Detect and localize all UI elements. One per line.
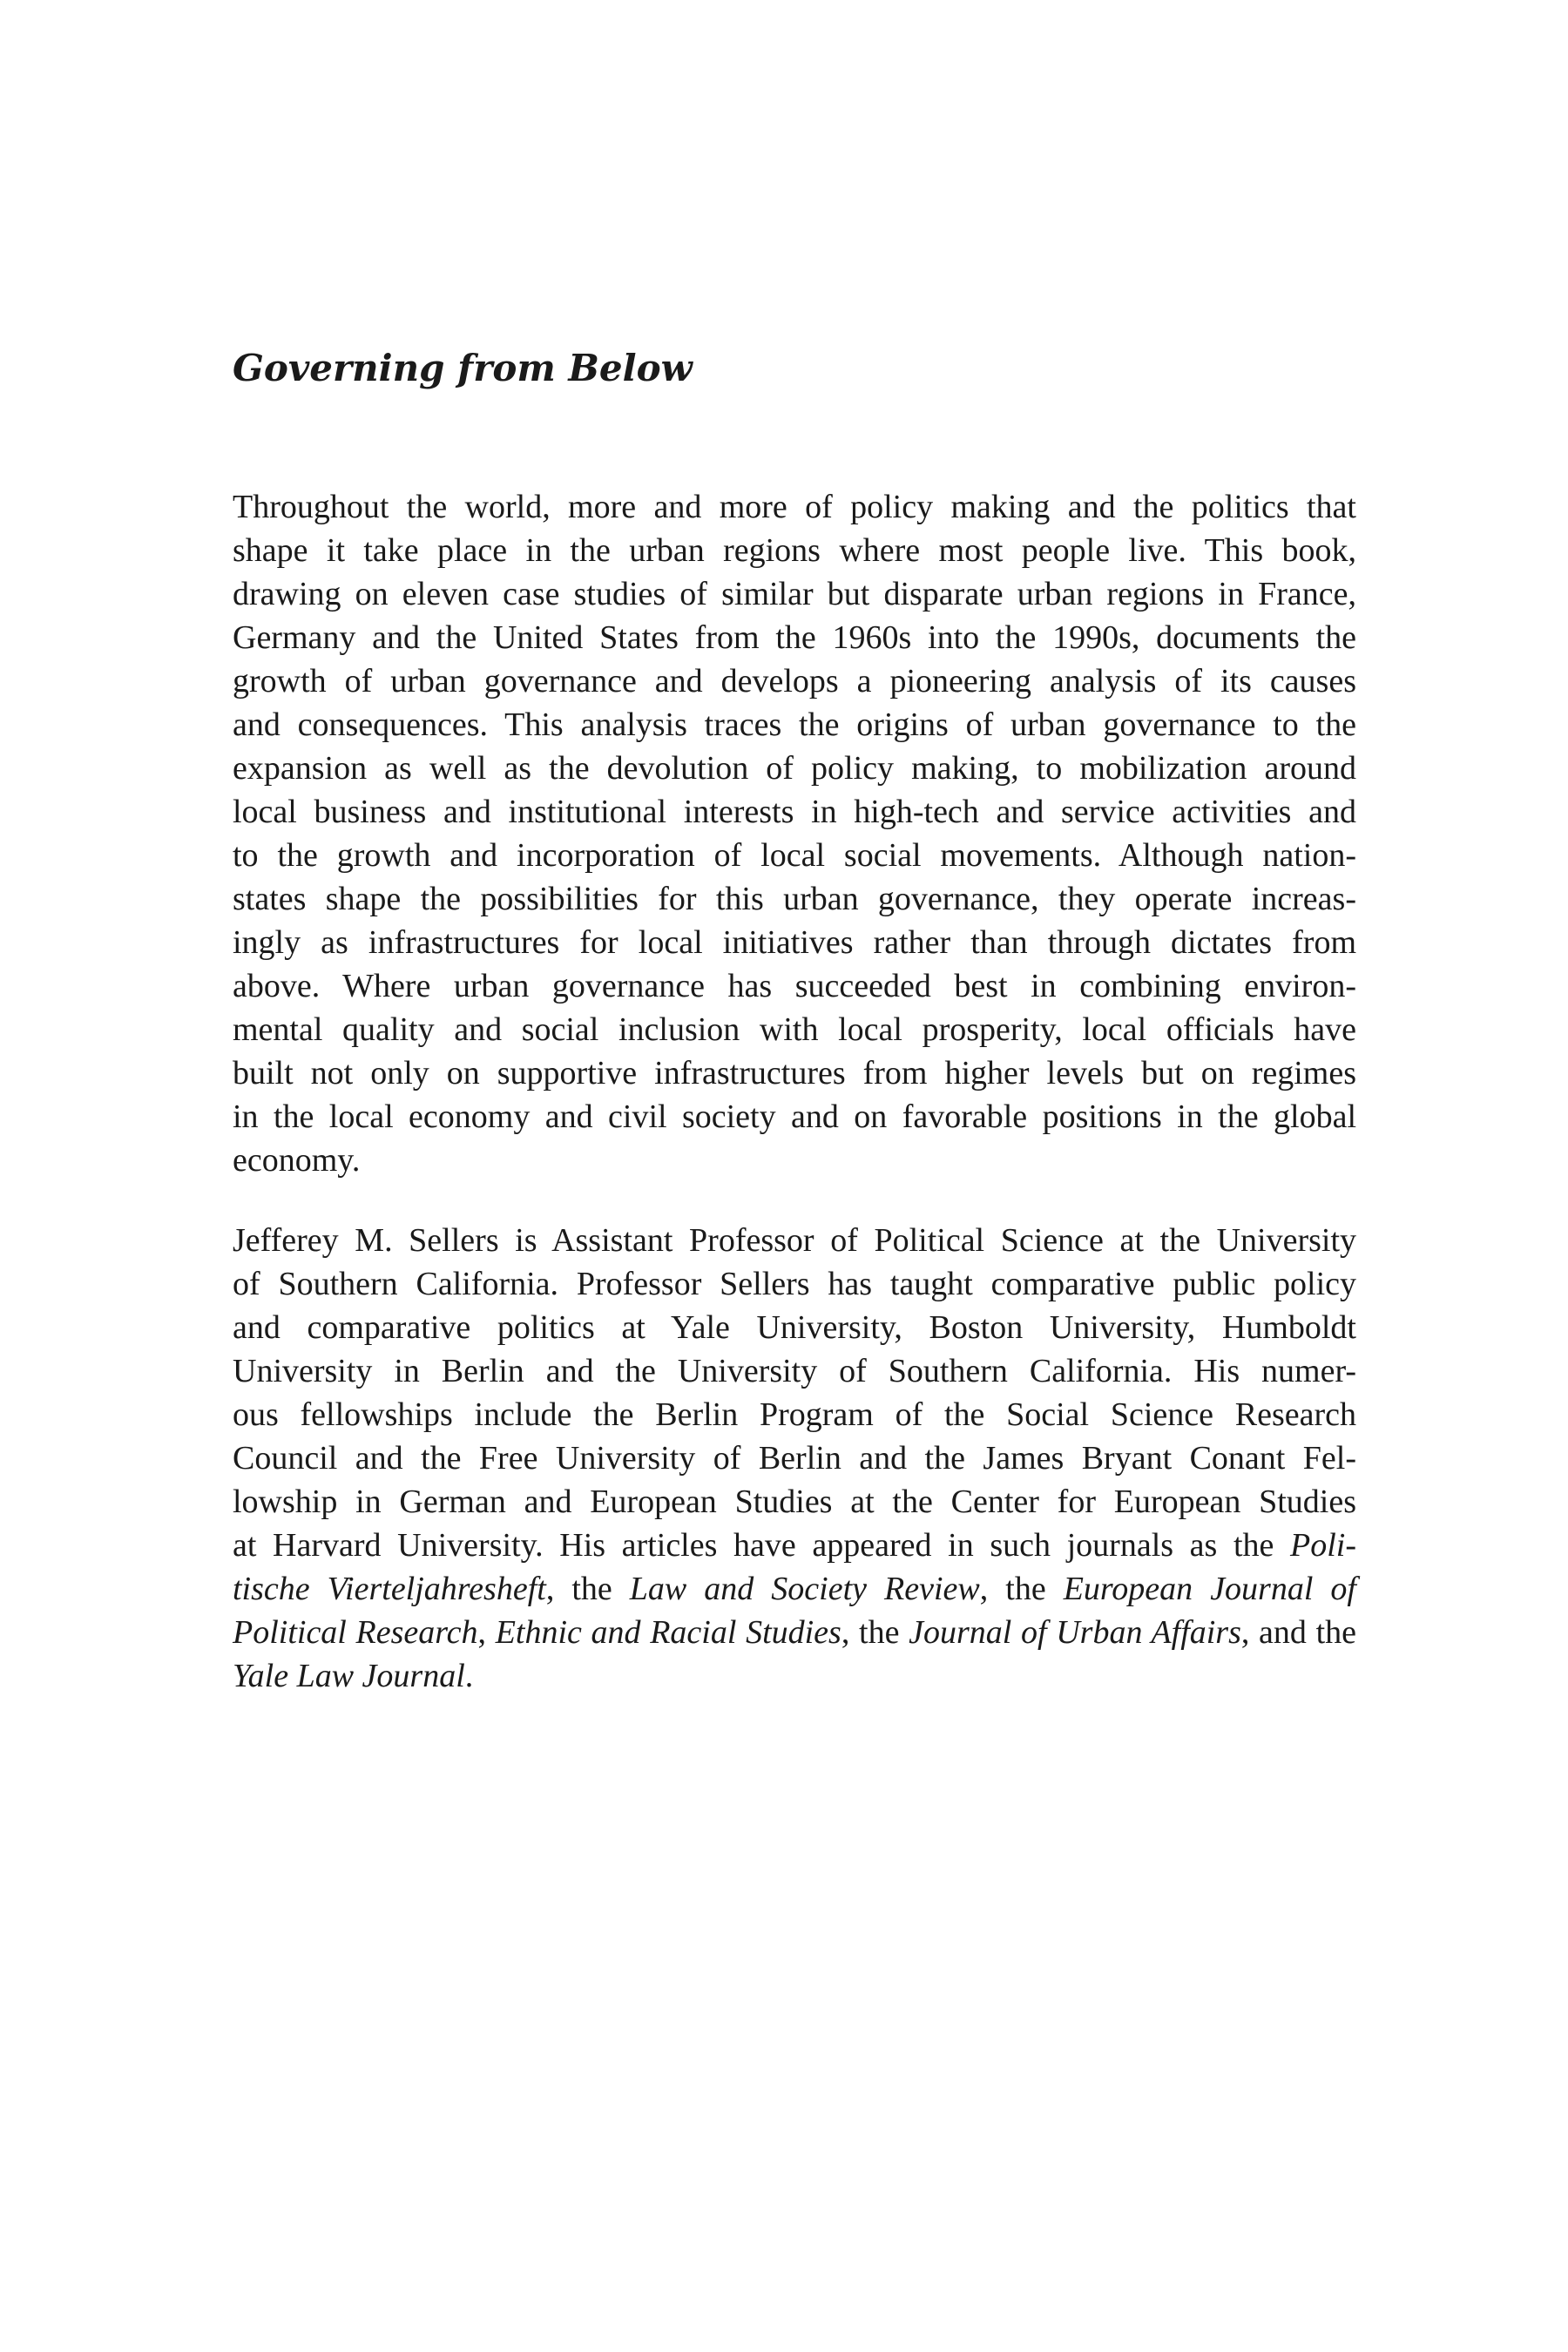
bio-line [233, 1567, 1356, 1611]
journal-title: Political Research [233, 1614, 478, 1651]
description-line: built not only on supportive infrastructures from higher levels but on regimes [233, 1055, 1356, 1092]
description-line: above. Where urban governance has succeeded best in combining environ- [233, 968, 1356, 1004]
journal-title: Poli- [1290, 1527, 1356, 1564]
journal-title: Ethnic and Racial Studies [495, 1614, 841, 1651]
bio-text: . [464, 1658, 474, 1694]
bio-line [233, 1654, 1356, 1698]
bio-line: lowship in German and European Studies at the Center for European Studies [233, 1484, 1356, 1520]
journal-title: Law and Society Review [629, 1571, 980, 1607]
description-line: Throughout the world, more and more of policy making and the politics that [233, 489, 1356, 525]
description-line: states shape the possibilities for this urban governance, they operate increas- [233, 881, 1356, 917]
journal-title: Yale Law Journal [233, 1658, 465, 1694]
book-description [233, 485, 1356, 1182]
bio-text: , the [841, 1614, 909, 1651]
bio-line: of Southern California. Professor Sellers has taught comparative public policy [233, 1266, 1356, 1302]
bio-text: , [477, 1614, 496, 1651]
bio-line [233, 1611, 1356, 1654]
description-line: economy. [233, 1142, 361, 1179]
bio-text: , and the [1240, 1614, 1357, 1651]
description-line: in the local economy and civil society and on favorable positions in the global [233, 1098, 1356, 1135]
bio-line: Council and the Free University of Berlin and the James Bryant Conant Fel- [233, 1440, 1356, 1477]
bio-line: ous fellowships include the Berlin Program of the Social Science Research [233, 1396, 1356, 1433]
journal-title: Journal of Urban Affairs [909, 1614, 1241, 1651]
description-line: ingly as infrastructures for local initiatives rather than through dictates from [233, 924, 1356, 961]
journal-title: tische Vierteljahresheft [233, 1571, 546, 1607]
journal-title: European Journal of [1063, 1571, 1356, 1607]
description-line: mental quality and social inclusion with local prosperity, local officials have [233, 1011, 1356, 1048]
bio-line: Jefferey M. Sellers is Assistant Professor of Political Science at the University [233, 1222, 1356, 1259]
bio-line: University in Berlin and the University of Southern California. His numer- [233, 1353, 1356, 1389]
description-line: and consequences. This analysis traces the origins of urban governance to the [233, 706, 1356, 743]
description-line: Germany and the United States from the 1960s into the 1990s, documents the [233, 619, 1356, 656]
bio-line: and comparative politics at Yale University, Boston University, Humboldt [233, 1309, 1356, 1346]
description-line: shape it take place in the urban regions where most people live. This book, [233, 532, 1356, 569]
bio-text: at Harvard University. His articles have appeared in such journals as the [233, 1527, 1291, 1564]
author-bio [233, 1219, 1356, 1698]
description-line: local business and institutional interests in high-tech and service activities and [233, 794, 1356, 830]
description-line: growth of urban governance and develops a pioneering analysis of its causes [233, 663, 1356, 700]
bio-line [233, 1524, 1356, 1567]
bio-text: , the [545, 1571, 630, 1607]
book-title: Governing from Below [233, 347, 693, 389]
bio-text: , the [979, 1571, 1064, 1607]
description-line: expansion as well as the devolution of policy making, to mobilization around [233, 750, 1356, 787]
description-line: to the growth and incorporation of local social movements. Although nation- [233, 837, 1356, 874]
description-line: drawing on eleven case studies of similar but disparate urban regions in France, [233, 576, 1356, 612]
